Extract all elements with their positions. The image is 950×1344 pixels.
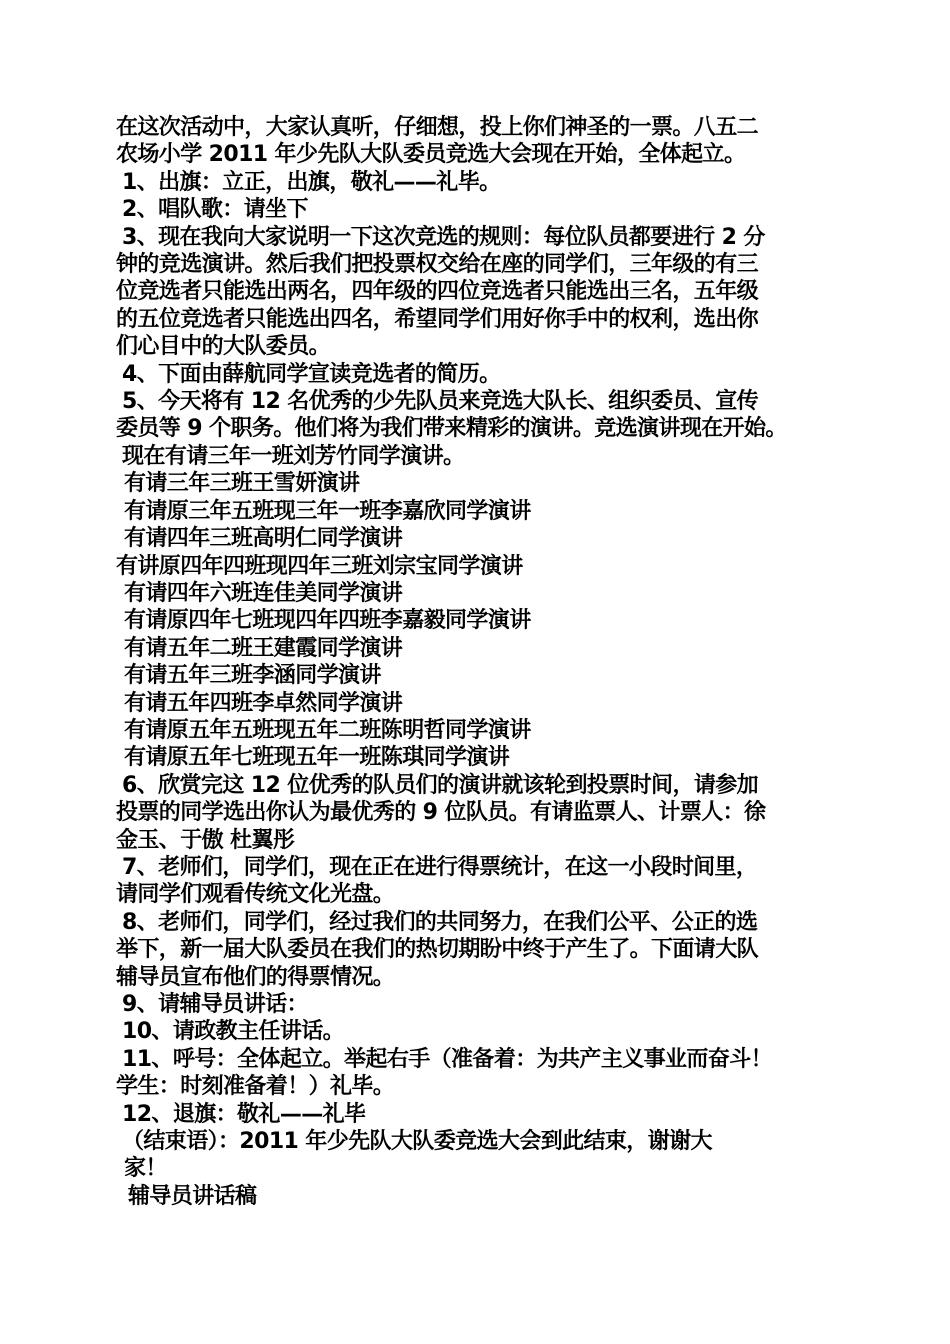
step-2-anthem: 2、唱队歌：请坐下 <box>122 197 308 223</box>
step-6-line-1: 6、欣赏完这 12 位优秀的队员们的演讲就该轮到投票时间，请参加 <box>122 772 759 798</box>
speech-invitation: 有请三年三班王雪妍演讲 <box>124 471 360 497</box>
step-3-rules-line-3: 位竞选者只能选出两名，四年级的四位竞选者只能选出三名，五年级 <box>116 279 759 305</box>
step-10-director-speech: 10、请政教主任讲话。 <box>122 1019 345 1045</box>
step-1-flag-raising: 1、出旗：立正，出旗，敬礼——礼毕。 <box>122 169 501 195</box>
step-7-line-1: 7、老师们，同学们，现在正在进行得票统计，在这一小段时间里， <box>122 854 758 880</box>
speech-invitation: 有请原五年七班现五年一班陈琪同学演讲 <box>124 745 510 771</box>
step-3-rules-line-4: 的五位竞选者只能选出四名，希望同学们用好你手中的权利，选出你 <box>116 306 759 332</box>
step-3-rules-line-1: 3、现在我向大家说明一下这次竞选的规则：每位队员都要进行 2 分 <box>122 224 765 250</box>
step-8-line-1: 8、老师们，同学们，经过我们的共同努力，在我们公平、公正的选 <box>122 909 758 935</box>
step-8-line-3: 辅导员宣布他们的得票情况。 <box>116 964 395 990</box>
speech-invitation: 有请原三年五班现三年一班李嘉欣同学演讲 <box>124 498 531 524</box>
step-6-line-2: 投票的同学选出你认为最优秀的 9 位队员。有请监票人、计票人：徐 <box>116 800 766 826</box>
speech-invitation: 有请四年六班连佳美同学演讲 <box>124 580 403 606</box>
step-4-resumes: 4、下面由薛航同学宣读竞选者的简历。 <box>122 361 501 387</box>
intro-line-2: 农场小学 2011 年少先队大队委员竞选大会现在开始，全体起立。 <box>116 142 746 168</box>
step-9-advisor-speech: 9、请辅导员讲话： <box>122 992 308 1017</box>
step-8-line-2: 举下，新一届大队委员在我们的热切期盼中终于产生了。下面请大队 <box>116 937 759 963</box>
step-3-rules-line-5: 们心目中的大队委员。 <box>116 334 331 360</box>
step-5-line-1: 5、今天将有 12 名优秀的少先队员来竞选大队长、组织委员、宣传 <box>122 389 759 415</box>
step-6-line-3: 金玉、于傲 杜翼彤 <box>116 827 295 853</box>
step-12-flag-retreat: 12、退旗：敬礼——礼毕 <box>122 1101 366 1127</box>
speech-invitation: 有请原四年七班现四年四班李嘉毅同学演讲 <box>124 608 531 634</box>
intro-line-1: 在这次活动中，大家认真听，仔细想，投上你们神圣的一票。八五二 <box>116 115 759 140</box>
step-11-line-2: 学生：时刻准备着！）礼毕。 <box>116 1074 395 1100</box>
closing-remarks-line-1: （结束语）：2011 年少先队大队委竞选大会到此结束，谢谢大 <box>122 1129 712 1155</box>
speech-invitation: 有请五年二班王建霞同学演讲 <box>124 635 403 661</box>
speech-invitation: 有请五年三班李涵同学演讲 <box>124 663 381 689</box>
speech-invitation: 有请四年三班高明仁同学演讲 <box>124 526 403 552</box>
speech-invitation: 有讲原四年四班现四年三班刘宗宝同学演讲 <box>116 553 523 579</box>
step-5-line-2: 委员等 9 个职务。他们将为我们带来精彩的演讲。竞选演讲现在开始。 <box>116 416 787 442</box>
speech-invitation: 现在有请三年一班刘芳竹同学演讲。 <box>122 443 465 469</box>
speech-invitation: 有请原五年五班现五年二班陈明哲同学演讲 <box>124 717 531 743</box>
speech-invitation: 有请五年四班李卓然同学演讲 <box>124 690 403 716</box>
document-page <box>116 114 846 1210</box>
step-7-line-2: 请同学们观看传统文化光盘。 <box>116 882 395 908</box>
section-heading: 辅导员讲话稿 <box>128 1183 257 1209</box>
step-3-rules-line-2: 钟的竞选演讲。然后我们把投票权交给在座的同学们，三年级的有三 <box>116 252 759 278</box>
step-11-line-1: 11、呼号：全体起立。举起右手（准备着：为共产主义事业而奋斗！ <box>122 1046 773 1072</box>
closing-remarks-line-2: 家！ <box>124 1156 167 1182</box>
